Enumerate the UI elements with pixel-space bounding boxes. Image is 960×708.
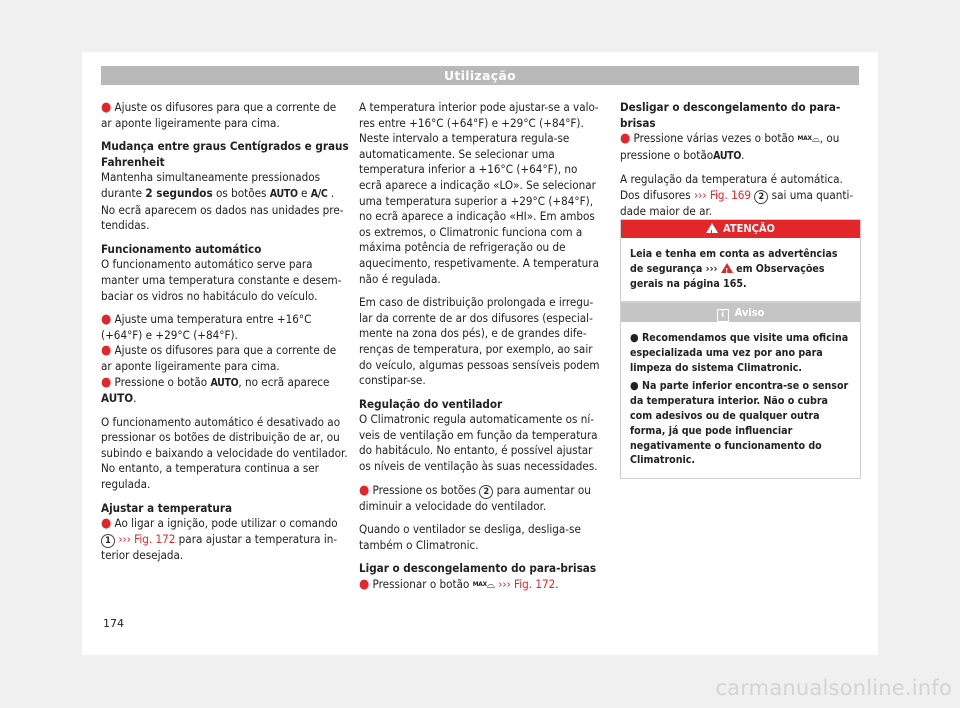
info-icon: i [717, 309, 729, 322]
column-2 [359, 100, 603, 594]
info-box [620, 302, 861, 479]
cross-ref-arrow: ››› [705, 262, 718, 275]
warning-box [620, 219, 861, 302]
bullet-item: ● Pressione várias vezes o botão MAX⌓, ou pressione o botãoAUTO. [620, 131, 840, 162]
ac-key-icon: A/C [310, 187, 328, 200]
subheading: Ajustar a temperatura [101, 500, 233, 515]
bullet-icon: ● [359, 577, 370, 593]
bullet-item: ● Ajuste uma temperatura entre +16°C (+64°F) e +29°C (+84°F). [101, 312, 312, 342]
cross-ref-arrow: ››› [693, 187, 707, 202]
callout-number: 2 [754, 190, 768, 204]
column-3 [620, 100, 860, 228]
paragraph: Quando o ventilador se desliga, desliga-se também o Climatronic. [359, 522, 581, 552]
column-1 [101, 100, 349, 563]
bullet-item: ● Pressione o botão AUTO, no ecrã aparece AUTO. [101, 374, 330, 406]
figure-link[interactable]: Fig. 169 [709, 187, 752, 202]
bullet-item: ● Pressionar o botão MAX⌓ ››› Fig. 172. [359, 577, 559, 593]
bullet-icon: ● [620, 131, 631, 147]
paragraph: O funcionamento automático é desativado ao pressionar os botões de distribuição de ar, ou subindo e baixando a velocidade do ventilador. No entanto, a temperatura continua a ser regulada. [101, 414, 348, 492]
paragraph: O funcionamento automático serve para manter uma temperatura constante e desembaciar os vidros no habitáculo do veículo. [101, 257, 342, 303]
bullet-icon: ● [101, 516, 112, 532]
paragraph: Mantenha simultaneamente pressionados durante 2 segundos os botões AUTO e A/C . No ecrã aparecem os dados nas unidades pretendidas. [101, 170, 344, 233]
paragraph: O Climatronic regula automaticamente os níveis de ventilação em função da temperatura do habitáculo. No entanto, é possível ajustar os níveis de ventilação às suas necessidades. [359, 412, 598, 474]
auto-key-icon: AUTO [269, 187, 298, 200]
warning-body: Leia e tenha em conta as advertências de segurança ››› ! em Observações gerais na página 165. [621, 238, 860, 301]
subheading: Mudança entre graus Centígrados e graus Fahrenheit [101, 139, 349, 169]
figure-link[interactable]: Fig. 172 [134, 531, 176, 546]
cross-ref-arrow: ››› [118, 531, 131, 546]
subheading: Desligar o descongelamento do para-brisas [620, 100, 841, 130]
page-number: 174 [103, 617, 124, 630]
paragraph: Em caso de distribuição prolongada e irregular da corrente de ar dos difusores (especialmente na zona dos pés), e de grandes diferenças de temperatura, por exemplo, ao sair do veículo, algumas pessoas sensíveis podem constipar-se. [359, 295, 600, 388]
list-item: ● Recomendamos que visite uma oficina especializada uma vez por ano para limpeza do sistema Climatronic. [630, 331, 849, 374]
warning-header: !ATENÇÃO [621, 220, 860, 238]
bullet-item: ● Pressione os botões 2 para aumentar ou diminuir a velocidade do ventilador. [359, 482, 591, 513]
paragraph: A temperatura interior pode ajustar-se a valores entre +16°C (+64°F) e +29°C (+84°F). Neste intervalo a temperatura regula-se automaticamente. Se selecionar uma temperatura inferior a +16°C (+64°F), no ecrã aparece a indicação «LO». Se selecionar uma temperatura superior a +29°C (+84°F), no ecrã aparece a indicação «HI». Em ambos os extremos, o Climatronic funciona com a máxima potência de refrigeração ou de aquecimento, respetivamente. A temperatura não é regulada. [359, 100, 599, 286]
section-header: Utilização [101, 66, 859, 85]
windscreen-icon: ⌓ [486, 580, 495, 592]
figure-link[interactable]: Fig. 172 [514, 577, 556, 592]
bullet-icon: ● [630, 331, 639, 344]
auto-key-icon: AUTO [713, 149, 742, 162]
bullet-item: ● Ajuste os difusores para que a corrente de ar aponte ligeiramente para cima. [101, 343, 337, 373]
windscreen-icon: ⌓ [811, 134, 820, 146]
paragraph: A regulação da temperatura é automática. Dos difusores ››› Fig. 169 2 sai uma quantidade maior de ar. [620, 172, 854, 218]
bullet-item: ● Ajuste os difusores para que a corrente de ar aponte ligeiramente para cima. [101, 100, 337, 130]
bullet-icon: ● [101, 374, 112, 390]
warning-triangle-icon [706, 223, 718, 233]
bullet-icon: ● [101, 100, 112, 115]
max-defrost-icon: MAX [797, 134, 812, 143]
bullet-item: ● Ao ligar a ignição, pode utilizar o comando 1 ››› Fig. 172 para ajustar a temperatura interior desejada. [101, 516, 338, 562]
auto-key-icon: AUTO [210, 376, 239, 389]
callout-number: 2 [479, 485, 493, 499]
warning-triangle-icon [721, 263, 733, 273]
bullet-icon: ● [630, 379, 639, 393]
bullet-icon: ● [101, 343, 112, 359]
subheading: Funcionamento automático [101, 241, 262, 256]
bullet-icon: ● [101, 312, 112, 328]
info-header: i Aviso [621, 303, 860, 322]
subheading: Regulação do ventilador [359, 396, 503, 411]
callout-number: 1 [101, 534, 115, 548]
subheading: Ligar o descongelamento do para-brisas [359, 561, 597, 576]
info-body [621, 322, 860, 478]
max-defrost-icon: MAX [472, 580, 487, 589]
watermark: carmanualsonline.info [715, 676, 952, 700]
bullet-icon: ● [359, 482, 370, 498]
list-item: ● Na parte inferior encontra-se o sensor da temperatura interior. Não o cubra com adesivos ou de qualquer outra forma, já que pode influenciar negativamente o funcionamento do Climatronic. [630, 379, 849, 467]
cross-ref-arrow: ››› [498, 577, 511, 592]
